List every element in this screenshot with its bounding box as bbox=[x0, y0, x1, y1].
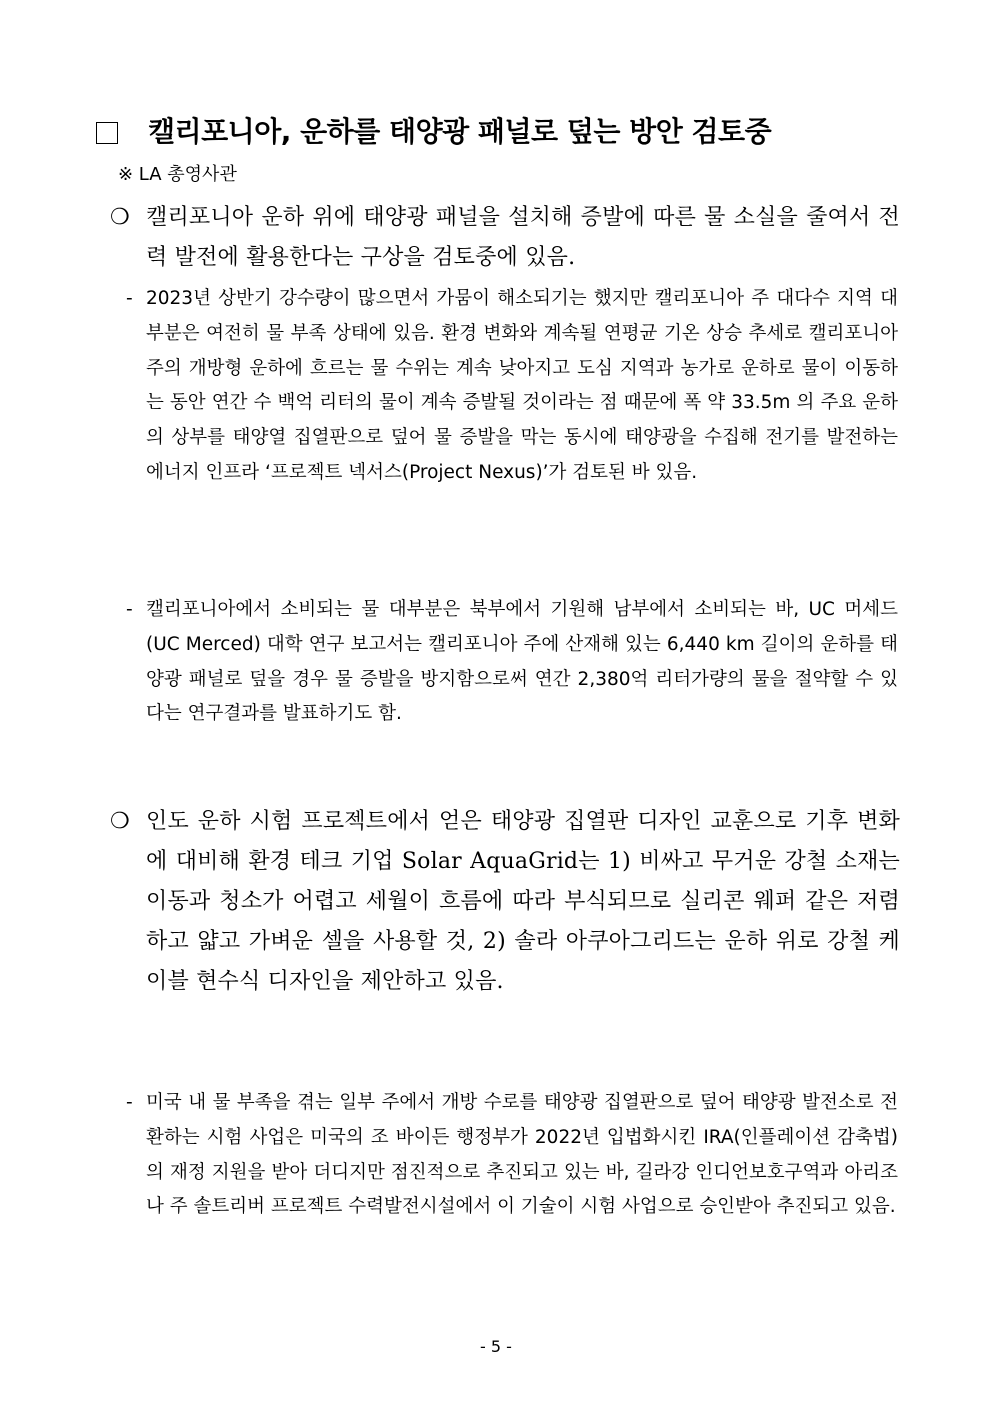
bullet-text: 캘리포니아 운하 위에 태양광 패널을 설치해 증발에 따른 물 소실을 줄여서 전력 발전에 활용한다는 구상을 검토중에 있음. bbox=[146, 205, 900, 270]
circle-bullet-icon: ❍ bbox=[110, 205, 130, 230]
dash-marker: - bbox=[126, 1092, 133, 1113]
section-title-text: 캘리포니아, 운하를 태양광 패널로 덮는 방안 검토중 bbox=[148, 115, 772, 148]
sub-paragraph-text: 캘리포니아에서 소비되는 물 대부분은 북부에서 기원해 남부에서 소비되는 바, UC 머세드 (UC Merced) 대학 연구 보고서는 캘리포니아 주에 산재해 있는 6,440 km 길이의 운하를 태양광 패널로 덮을 경우 물 증발을 방지함으로써 연간 2,380억 리터가량의 물을 절약할 수 있다는 연구결과를 발표하기도 함. bbox=[146, 599, 898, 725]
sub-paragraph-text: 2023년 상반기 강수량이 많으면서 가뭄이 해소되기는 했지만 캘리포니아 주 대다수 지역 대부분은 여전히 물 부족 상태에 있음. 환경 변화와 계속될 연평균 기온 상승 추세로 캘리포니아 주의 개방형 운하에 흐르는 물 수위는 계속 낮아지고 도심 지역과 농가로 운하로 물이 이동하는 동안 연간 수 백억 리터의 물이 계속 증발될 것이라는 점 때문에 폭 약 33.5m 의 주요 운하의 상부를 태양열 집열판으로 덮어 물 증발을 막는 동시에 태양광을 수집해 전기를 발전하는 에너지 인프라 ‘프로젝트 넥서스(Project Nexus)’가 검토된 바 있음. bbox=[146, 288, 898, 483]
sub-paragraph bbox=[126, 282, 898, 491]
sub-paragraph bbox=[126, 593, 898, 732]
bullet-paragraph bbox=[110, 802, 900, 1002]
dash-marker: - bbox=[126, 288, 133, 309]
checkbox-square-icon bbox=[96, 122, 118, 144]
circle-bullet-icon: ❍ bbox=[110, 809, 130, 834]
sub-paragraph bbox=[126, 1086, 898, 1225]
dash-marker: - bbox=[126, 599, 133, 620]
page-number: - 5 - bbox=[480, 1337, 512, 1356]
section-title bbox=[96, 110, 916, 154]
bullet-paragraph bbox=[110, 198, 900, 278]
source-note: ※ LA 총영사관 bbox=[118, 164, 237, 185]
sub-paragraph-text: 미국 내 물 부족을 겪는 일부 주에서 개방 수로를 태양광 집열판으로 덮어 태양광 발전소로 전환하는 시험 사업은 미국의 조 바이든 행정부가 2022년 입법화시킨 IRA(인플레이션 감축법)의 재정 지원을 받아 더디지만 점진적으로 추진되고 있는 바, 길라강 인디언보호구역과 아리조나 주 솔트리버 프로젝트 수력발전시설에서 이 기술이 시험 사업으로 승인받아 추진되고 있음. bbox=[146, 1092, 898, 1218]
bullet-text: 인도 운하 시험 프로젝트에서 얻은 태양광 집열판 디자인 교훈으로 기후 변화에 대비해 환경 테크 기업 Solar AquaGrid는 1) 비싸고 무거운 강철 소재는 이동과 청소가 어렵고 세월이 흐름에 따라 부식되므로 실리콘 웨퍼 같은 저렴하고 얇고 가벼운 셀을 사용할 것, 2) 솔라 아쿠아그리드는 운하 위로 강철 케이블 현수식 디자인을 제안하고 있음. bbox=[146, 809, 900, 994]
